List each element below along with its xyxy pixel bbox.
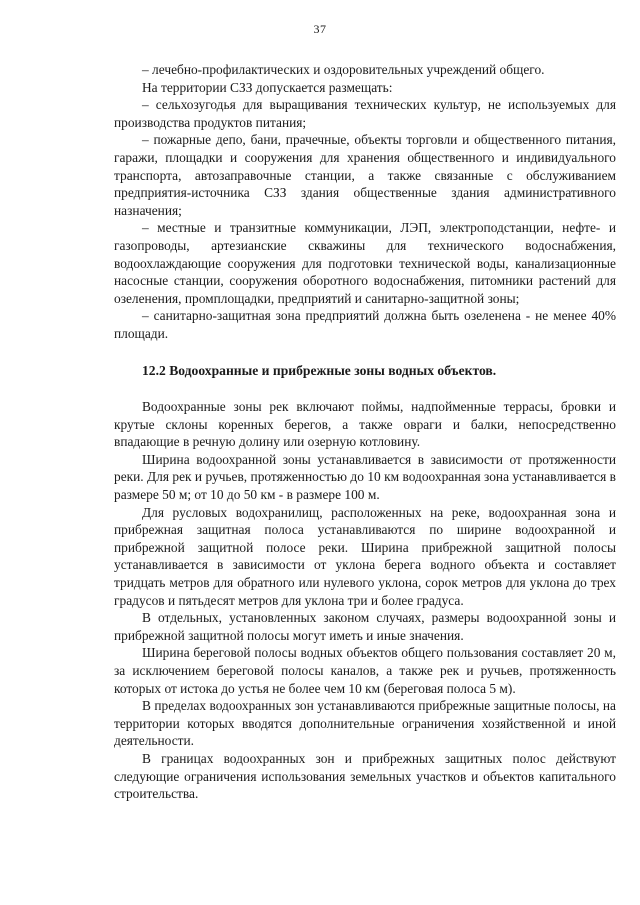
paragraph-river-zones: Водоохранные зоны рек включают поймы, надпойменные террасы, бровки и крутые склоны коренных берегов, а также овраги и балки, непосредственно впадающие в речную долину или озерную котловину.: [114, 399, 616, 450]
paragraph-special-cases: В отдельных, установленных законом случаях, размеры водоохранной зоны и прибрежной защитной полосы могут иметь и иные значения.: [114, 610, 616, 643]
page-content: [114, 61, 616, 803]
paragraph-restrictions: В границах водоохранных зон и прибрежных защитных полос действуют следующие ограничения использования земельных участков и объектов капитального строительства.: [114, 750, 616, 802]
list-item-agricultural-land: – сельхозугодья для выращивания технических культур, не используемых для производства продуктов питания;: [114, 97, 616, 130]
spacer: [114, 343, 616, 362]
spacer: [114, 379, 616, 398]
list-item-greening: – санитарно-защитная зона предприятий должна быть озеленена - не менее 40% площади.: [114, 308, 616, 341]
paragraph-medical-institutions: – лечебно-профилактических и оздоровительных учреждений общего.: [142, 62, 545, 77]
list-item-fire-depots: – пожарные депо, бани, прачечные, объекты торговли и общественного питания, гаражи, площадки и сооружения для хранения общественного и индивидуального транспорта, автозаправочные станции, а также связанные с обслуживанием предприятия-источника СЗЗ здания общественные здания административного назначения;: [114, 132, 616, 218]
paragraph-reservoirs: Для русловых водохранилищ, расположенных на реке, водоохранная зона и прибрежная защитная полоса устанавливаются по ширине водоохранной и прибрежной защитной полосе реки. Ширина прибрежной защитной полосы устанавливается в зависимости от уклона берега водного объекта и составляет тридцать метров для обратного или нулевого уклона, сорок метров для уклона до трех градусов и пятьдесят метров для уклона три и более градуса.: [114, 504, 616, 608]
paragraph-zone-width: Ширина водоохранной зоны устанавливается в зависимости от протяженности реки. Для рек и ручьев, протяженностью до 10 км водоохранная зона устанавливается в размере 50 м; от 10 до 50 км - в размере 100 м.: [114, 451, 616, 503]
list-item-communications: – местные и транзитные коммуникации, ЛЭП, электроподстанции, нефте- и газопроводы, артезианские скважины для технического водоснабжения, водоохлаждающие сооружения для подготовки технической воды, канализационные насосные станции, сооружения оборотного водоснабжения, питомники растений для озеленения, промплощадки, предприятий и санитарно-защитной зоны;: [114, 220, 616, 306]
paragraph-protective-strips: В пределах водоохранных зон устанавливаются прибрежные защитные полосы, на территории которых вводятся дополнительные ограничения хозяйственной и иной деятельности.: [114, 698, 616, 749]
paragraph-coastal-strip: Ширина береговой полосы водных объектов общего пользования составляет 20 м, за исключением береговой полосы каналов, а также рек и ручьев, протяженность которых от истока до устья не более чем 10 км (береговая полоса 5 м).: [114, 645, 616, 696]
page-number: 37: [313, 22, 327, 36]
paragraph-allowed-placement: На территории СЗЗ допускается размещать:: [142, 79, 393, 95]
section-heading: 12.2 Водоохранные и прибрежные зоны водных объектов.: [142, 362, 497, 378]
